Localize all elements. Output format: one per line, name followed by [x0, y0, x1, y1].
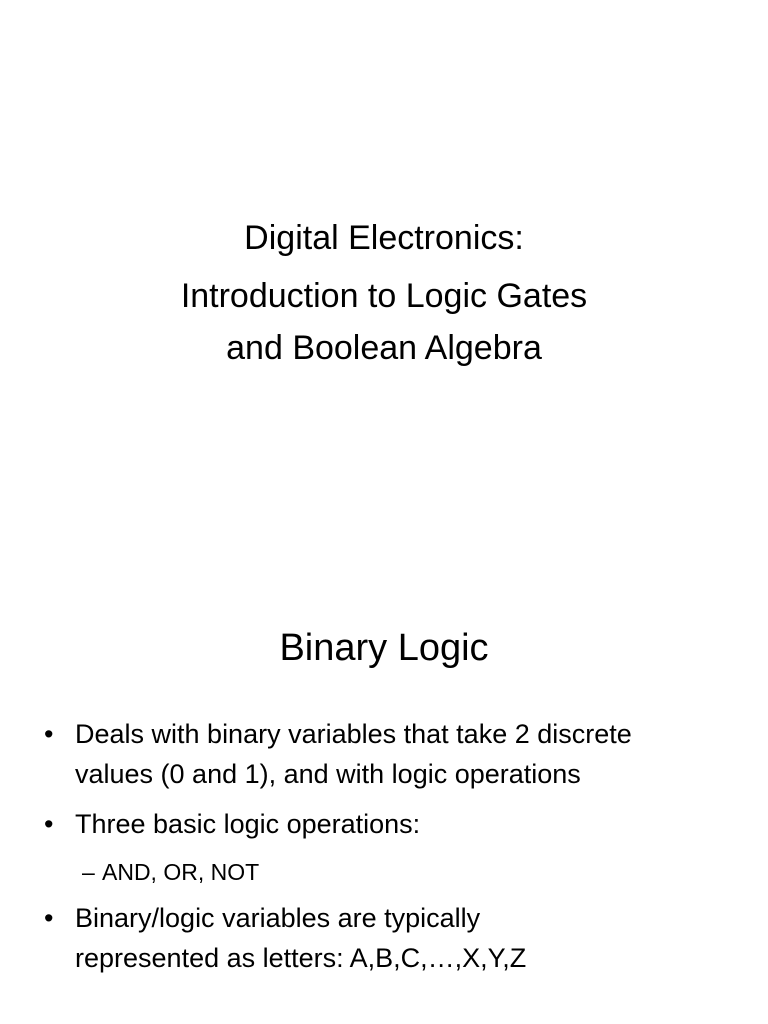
bullet-text-line: Three basic logic operations: — [75, 809, 421, 839]
bullet-text-line: values (0 and 1), and with logic operations — [75, 759, 581, 789]
bullet-item — [44, 898, 744, 978]
bullet-list — [44, 714, 744, 988]
sub-bullet-list — [44, 854, 744, 890]
bullet-marker: • — [44, 903, 54, 933]
bullet-item — [44, 714, 744, 794]
bullet-marker: • — [44, 809, 54, 839]
title-block — [0, 214, 768, 374]
bullet-text-line: Deals with binary variables that take 2 discrete — [75, 719, 632, 749]
sub-bullet-text: AND, OR, NOT — [102, 859, 260, 885]
slide-binary-logic — [0, 560, 768, 1024]
title-line-1: Digital Electronics: — [244, 219, 524, 257]
title-line-2: Introduction to Logic Gates — [180, 277, 588, 315]
sub-bullet-item — [44, 854, 744, 890]
bullet-text-line: Binary/logic variables are typically — [75, 903, 481, 933]
bullet-item — [44, 804, 744, 844]
slide-heading: Binary Logic — [279, 627, 489, 669]
sub-bullet-marker: – — [82, 859, 95, 885]
title-line-3: and Boolean Algebra — [226, 329, 542, 367]
bullet-marker: • — [44, 719, 54, 749]
bullet-text-line: represented as letters: A,B,C,…,X,Y,Z — [75, 943, 527, 973]
